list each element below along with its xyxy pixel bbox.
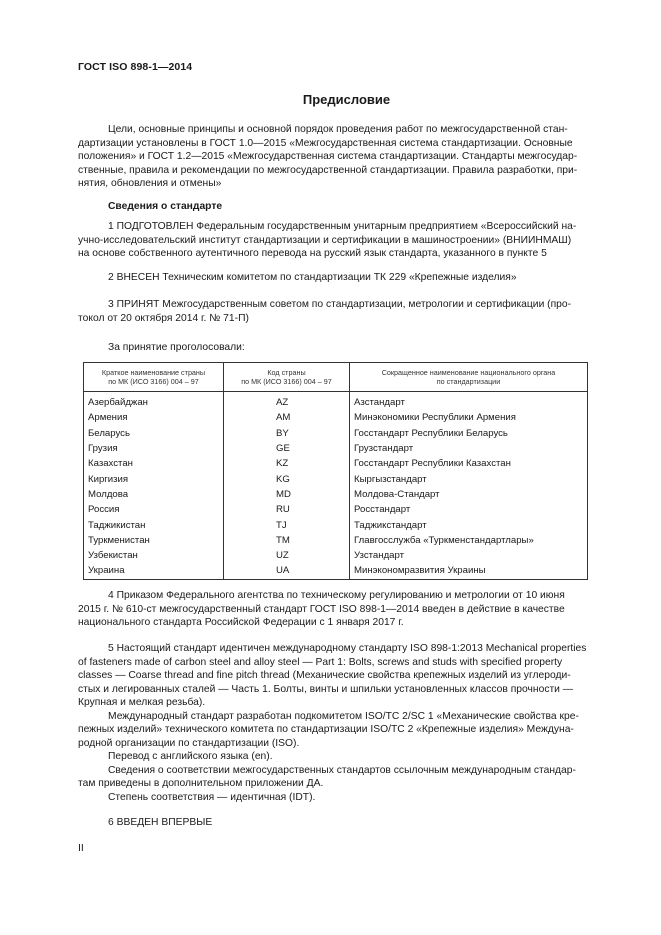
table-row — [84, 456, 588, 471]
header-country: Краткое наименование страны по МК (ИСО 3166) 004 – 97 — [84, 363, 224, 392]
text-line: 6 ВВЕДЕН ВПЕРВЫЕ — [108, 817, 213, 828]
table-row — [84, 487, 588, 502]
cell-authority: Грузстандарт — [350, 441, 588, 456]
text-line: пежных изделий» технического комитета по стандартизации ISO/TC 2 «Крепежные изделия» Междуна- — [78, 724, 574, 735]
cell-code: TM — [224, 533, 350, 548]
cell-country: Таджикистан — [84, 517, 224, 532]
text-line: учно-исследовательский институт стандартизации и сертификации в машиностроении» (ВНИИНМАШ) — [78, 234, 572, 246]
text-line: 3 ПРИНЯТ Межгосударственным советом по стандартизации, метрологии и сертификации (про- — [108, 299, 572, 310]
cell-country: Грузия — [84, 441, 224, 456]
table-row — [84, 517, 588, 532]
text-line: нятия, обновления и отмены» — [78, 178, 222, 189]
cell-country: Киргизия — [84, 471, 224, 486]
cell-code: AM — [224, 410, 350, 425]
cell-code: KZ — [224, 456, 350, 471]
header-authority: Сокращенное наименование национального органа по стандартизации — [350, 363, 588, 392]
table-row — [84, 563, 588, 579]
text-line: Крупная и мелкая резьба). — [78, 697, 206, 708]
item-2-paragraph — [78, 271, 588, 285]
cell-country: Россия — [84, 502, 224, 517]
text-line: 5 Настоящий стандарт идентичен международному стандарту ISO 898-1:2013 Mechanical properties — [108, 643, 587, 654]
cell-authority: Минэкономики Республики Армения — [350, 410, 588, 425]
cell-authority: Таджикстандарт — [350, 517, 588, 532]
text-line: стых и легированных сталей — Часть 1. Болты, винты и шпильки установленных классов прочности — — [78, 683, 574, 695]
item-5-paragraph — [78, 642, 588, 804]
text-line: Цели, основные принципы и основной порядок проведения работ по межгосударственной стан- — [108, 124, 568, 135]
cell-authority: Госстандарт Республики Беларусь — [350, 426, 588, 441]
text-line: там приведены в дополнительном приложении ДА. — [78, 778, 324, 789]
cell-code: UZ — [224, 548, 350, 563]
cell-authority: Минэкономразвития Украины — [350, 563, 588, 579]
text-line: дартизации установлены в ГОСТ 1.0—2015 «Межгосударственная система стандартизации. Основные — [78, 137, 573, 149]
cell-authority: Кыргызстандарт — [350, 471, 588, 486]
text-line: на основе собственного аутентичного перевода на русский язык стандарта, указанного в пункте 5 — [78, 248, 547, 259]
text-line: 2015 г. № 610-ст межгосударственный стандарт ГОСТ ISO 898-1—2014 введен в действие в качестве — [78, 603, 565, 615]
table-row — [84, 441, 588, 456]
table-row — [84, 502, 588, 517]
table-row — [84, 533, 588, 548]
text-line: of fasteners made of carbon steel and alloy steel — Part 1: Bolts, screws and studs with specified property — [78, 656, 563, 668]
text-line: Степень соответствия — идентичная (IDT). — [108, 791, 316, 803]
cell-country: Украина — [84, 563, 224, 579]
section-heading: Сведения о стандарте — [108, 201, 223, 212]
item-3-paragraph — [78, 298, 588, 325]
cell-code: AZ — [224, 392, 350, 411]
text-line: Перевод с английского языка (en). — [108, 751, 273, 762]
votes-table — [83, 362, 588, 580]
item-6-paragraph — [78, 816, 588, 830]
cell-authority: Узстандарт — [350, 548, 588, 563]
table-row — [84, 410, 588, 425]
document-header: ГОСТ ISO 898-1—2014 — [78, 61, 193, 73]
cell-authority: Молдова-Стандарт — [350, 487, 588, 502]
intro-paragraph — [78, 123, 588, 191]
cell-country: Армения — [84, 410, 224, 425]
text-line: Сведения о соответствии межгосударственных стандартов ссылочным международным стандар- — [108, 764, 576, 776]
text-line: токол от 20 октября 2014 г. № 71-П) — [78, 312, 249, 324]
text-line: Международный стандарт разработан подкомитетом ISO/TC 2/SC 1 «Механические свойства кре- — [108, 710, 579, 722]
votes-label: За принятие проголосовали: — [108, 342, 245, 353]
text-line: 2 ВНЕСЕН Техническим комитетом по стандартизации ТК 229 «Крепежные изделия» — [108, 272, 517, 283]
cell-country: Туркменистан — [84, 533, 224, 548]
table-row — [84, 392, 588, 411]
cell-code: GE — [224, 441, 350, 456]
cell-code: UA — [224, 563, 350, 579]
page-title: Предисловие — [302, 92, 391, 107]
cell-country: Казахстан — [84, 456, 224, 471]
item-1-paragraph — [78, 220, 588, 261]
table-row — [84, 426, 588, 441]
header-code: Код страны по МК (ИСО 3166) 004 – 97 — [224, 363, 350, 392]
text-line: ственные, правила и рекомендации по межгосударственной стандартизации. Правила разработки, при- — [78, 164, 578, 176]
item-4-paragraph — [78, 589, 588, 630]
table-row — [84, 548, 588, 563]
cell-authority: Главгосслужба «Туркменстандартлары» — [350, 533, 588, 548]
cell-country: Азербайджан — [84, 392, 224, 411]
cell-authority: Азстандарт — [350, 392, 588, 411]
table-row — [84, 471, 588, 486]
text-line: родной организации по стандартизации (ISO). — [78, 737, 300, 749]
cell-authority: Госстандарт Республики Казахстан — [350, 456, 588, 471]
cell-code: BY — [224, 426, 350, 441]
table-header-row — [84, 363, 588, 392]
text-line: положения» и ГОСТ 1.2—2015 «Межгосударственная система стандартизации. Стандарты межгосудар- — [78, 151, 578, 162]
cell-country: Молдова — [84, 487, 224, 502]
cell-code: TJ — [224, 517, 350, 532]
cell-country: Узбекистан — [84, 548, 224, 563]
cell-code: MD — [224, 487, 350, 502]
cell-country: Беларусь — [84, 426, 224, 441]
table-body — [84, 392, 588, 580]
text-line: 1 ПОДГОТОВЛЕН Федеральным государственным унитарным предприятием «Всероссийский на- — [108, 221, 577, 232]
cell-authority: Росстандарт — [350, 502, 588, 517]
text-line: classes — Coarse thread and fine pitch thread (Механические свойства крепежных изделий из углероди- — [78, 670, 571, 681]
page-number: II — [78, 842, 84, 854]
text-line: национального стандарта Российской Федерации с 1 января 2017 г. — [78, 617, 404, 628]
cell-code: KG — [224, 471, 350, 486]
cell-code: RU — [224, 502, 350, 517]
text-line: 4 Приказом Федерального агентства по техническому регулированию и метрологии от 10 июня — [108, 590, 565, 601]
